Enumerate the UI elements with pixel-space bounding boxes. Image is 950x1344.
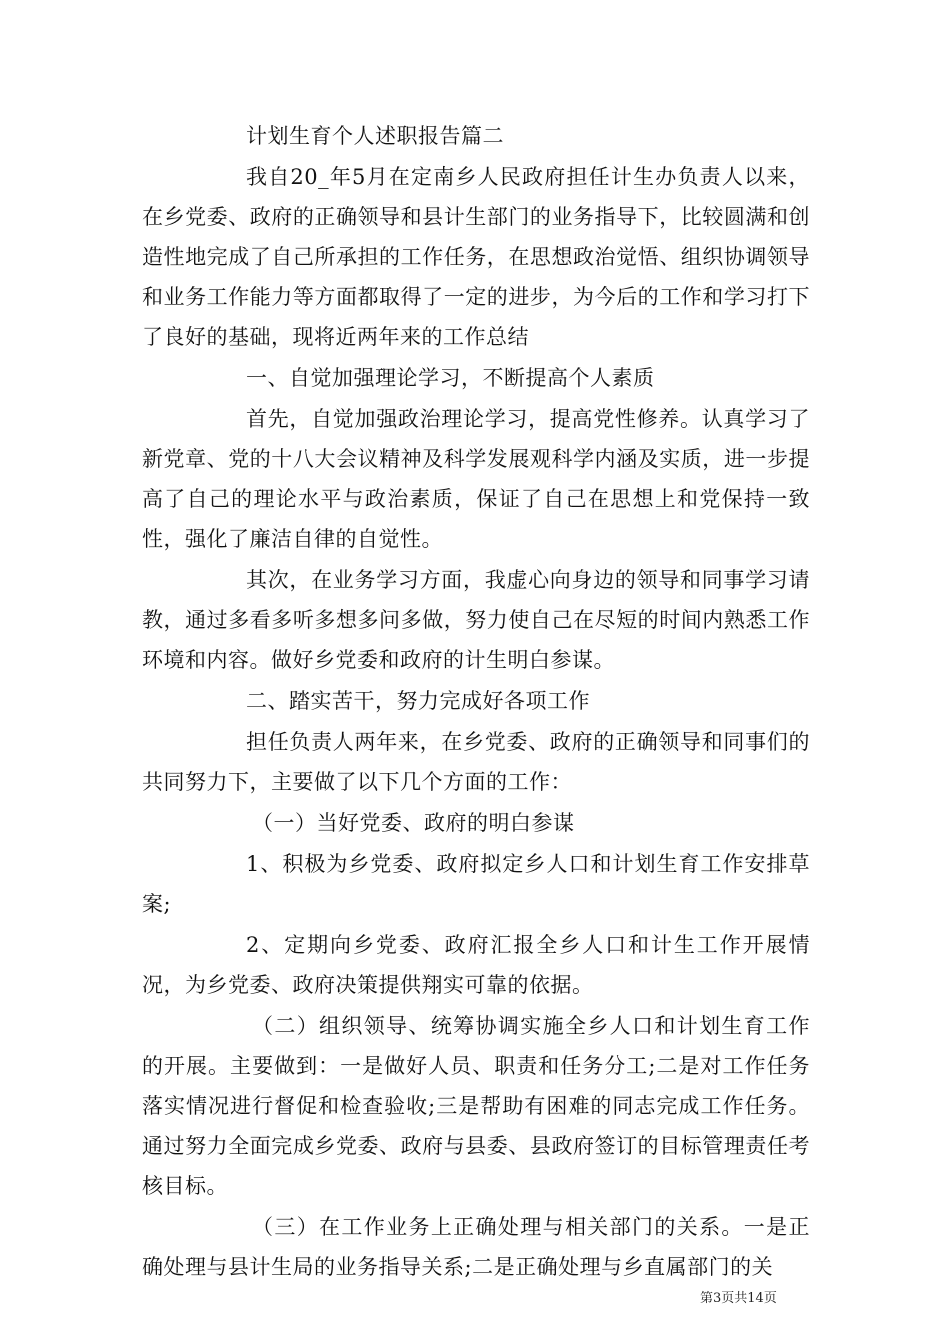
heading-one: 一、自觉加强理论学习，不断提高个人素质 bbox=[246, 366, 655, 390]
paragraph-work-intro: 担任负责人两年来，在乡党委、政府的正确领导和同事们的共同努力下，主要做了以下几个方面的工作： bbox=[142, 730, 810, 794]
paragraph-second: 其次，在业务学习方面，我虚心向身边的领导和同事学习请教，通过多看多听多想多问多做，努力使自己在尽短的时间内熟悉工作环境和内容。做好乡党委和政府的计生明白参谋。 bbox=[142, 568, 810, 672]
subheading-one: （一）当好党委、政府的明白参谋 bbox=[252, 811, 575, 835]
section-title: 计划生育个人述职报告篇二 bbox=[246, 124, 504, 148]
intro-paragraph: 我自20_年5月在定南乡人民政府担任计生办负责人以来，在乡党委、政府的正确领导和县计生部门的业务指导下，比较圆满和创造性地完成了自己所承担的工作任务，在思想政治觉悟、组织协调领导和业务工作能力等方面都取得了一定的进步，为今后的工作和学习打下了良好的基础，现将近两年来的工作总结 bbox=[142, 165, 810, 349]
document-body bbox=[142, 116, 810, 1288]
paragraph-first: 首先，自觉加强政治理论学习，提高党性修养。认真学习了新党章、党的十八大会议精神及科学发展观科学内涵及实质，进一步提高了自己的理论水平与政治素质，保证了自己在思想上和党保持一致性，强化了廉洁自律的自觉性。 bbox=[142, 407, 810, 551]
subheading-two-paragraph: （二）组织领导、统筹协调实施全乡人口和计划生育工作的开展。主要做到：一是做好人员、职责和任务分工;二是对工作任务落实情况进行督促和检查验收;三是帮助有困难的同志完成工作任务。通过努力全面完成乡党委、政府与县委、县政府签订的目标管理责任考核目标。 bbox=[142, 1014, 810, 1198]
list-item-two: 2、定期向乡党委、政府汇报全乡人口和计生工作开展情况，为乡党委、政府决策提供翔实可靠的依据。 bbox=[142, 933, 810, 997]
list-item-one: 1、积极为乡党委、政府拟定乡人口和计划生育工作安排草案; bbox=[142, 852, 810, 916]
heading-two: 二、踏实苦干，努力完成好各项工作 bbox=[246, 689, 590, 713]
page-number: 第3页共14页 bbox=[700, 1291, 777, 1306]
subheading-three-paragraph: （三）在工作业务上正确处理与相关部门的关系。一是正确处理与县计生局的业务指导关系;二是正确处理与乡直属部门的关 bbox=[142, 1215, 810, 1279]
